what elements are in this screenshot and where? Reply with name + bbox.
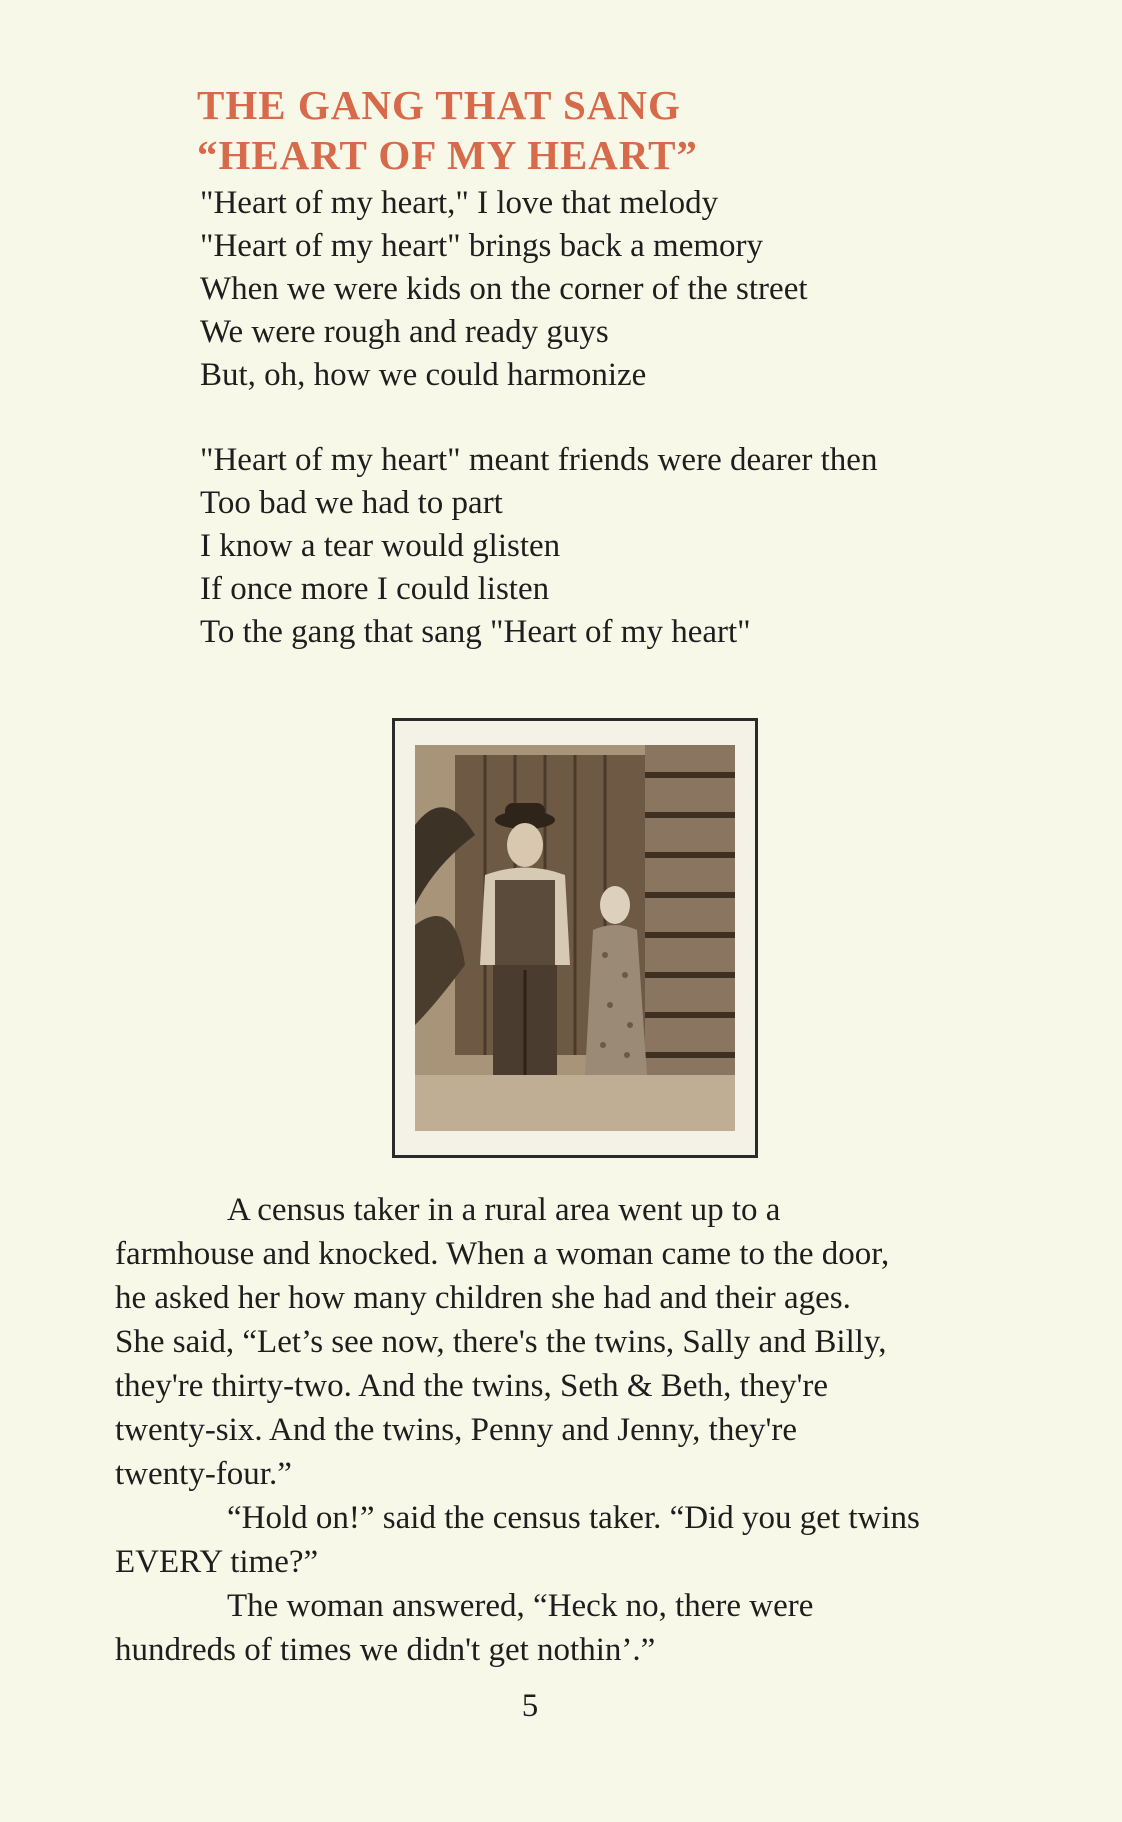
poem-stanza-1 xyxy=(200,182,877,397)
story-paragraph-3 xyxy=(115,1584,1055,1672)
story-line: EVERY time?” xyxy=(115,1544,319,1580)
page-number: 5 xyxy=(521,1688,539,1724)
poem-line: "Heart of my heart," I love that melody xyxy=(200,185,719,221)
title-line-1: THE GANG THAT SANG xyxy=(197,82,681,128)
story-line: twenty-four.” xyxy=(115,1456,292,1492)
story-line: “Hold on!” said the census taker. “Did you get twins xyxy=(227,1500,920,1536)
story-line: twenty-six. And the twins, Penny and Jenny, they're xyxy=(115,1412,798,1448)
story xyxy=(115,1188,1055,1672)
poem xyxy=(200,182,877,654)
poem-line: I know a tear would glisten xyxy=(200,528,561,564)
story-line: they're thirty-two. And the twins, Seth & Beth, they're xyxy=(115,1368,829,1404)
story-line: She said, “Let’s see now, there's the twins, Sally and Billy, xyxy=(115,1324,887,1360)
story-paragraph-2 xyxy=(115,1496,1055,1584)
poem-line: "Heart of my heart" meant friends were dearer then xyxy=(200,442,878,478)
poem-line: When we were kids on the corner of the street xyxy=(200,271,808,307)
story-paragraph-1 xyxy=(115,1188,1055,1496)
story-line: A census taker in a rural area went up to a xyxy=(227,1192,781,1228)
poem-line: To the gang that sang "Heart of my heart" xyxy=(200,614,751,650)
photo-frame xyxy=(392,718,758,1158)
poem-line: "Heart of my heart" brings back a memory xyxy=(200,228,763,264)
title-line-2: “HEART OF MY HEART” xyxy=(197,132,698,178)
poem-line: We were rough and ready guys xyxy=(200,314,609,350)
poem-line: But, oh, how we could harmonize xyxy=(200,357,647,393)
sepia-photo xyxy=(415,745,735,1131)
poem-line: If once more I could listen xyxy=(200,571,550,607)
poem-line: Too bad we had to part xyxy=(200,485,503,521)
page-title xyxy=(197,80,698,180)
story-line: he asked her how many children she had and their ages. xyxy=(115,1280,851,1316)
poem-stanza-2 xyxy=(200,439,877,654)
photo-illustration xyxy=(415,745,735,1131)
story-line: farmhouse and knocked. When a woman came to the door, xyxy=(115,1236,890,1272)
story-line: The woman answered, “Heck no, there were xyxy=(227,1588,814,1624)
story-line: hundreds of times we didn't get nothin’.” xyxy=(115,1632,656,1668)
